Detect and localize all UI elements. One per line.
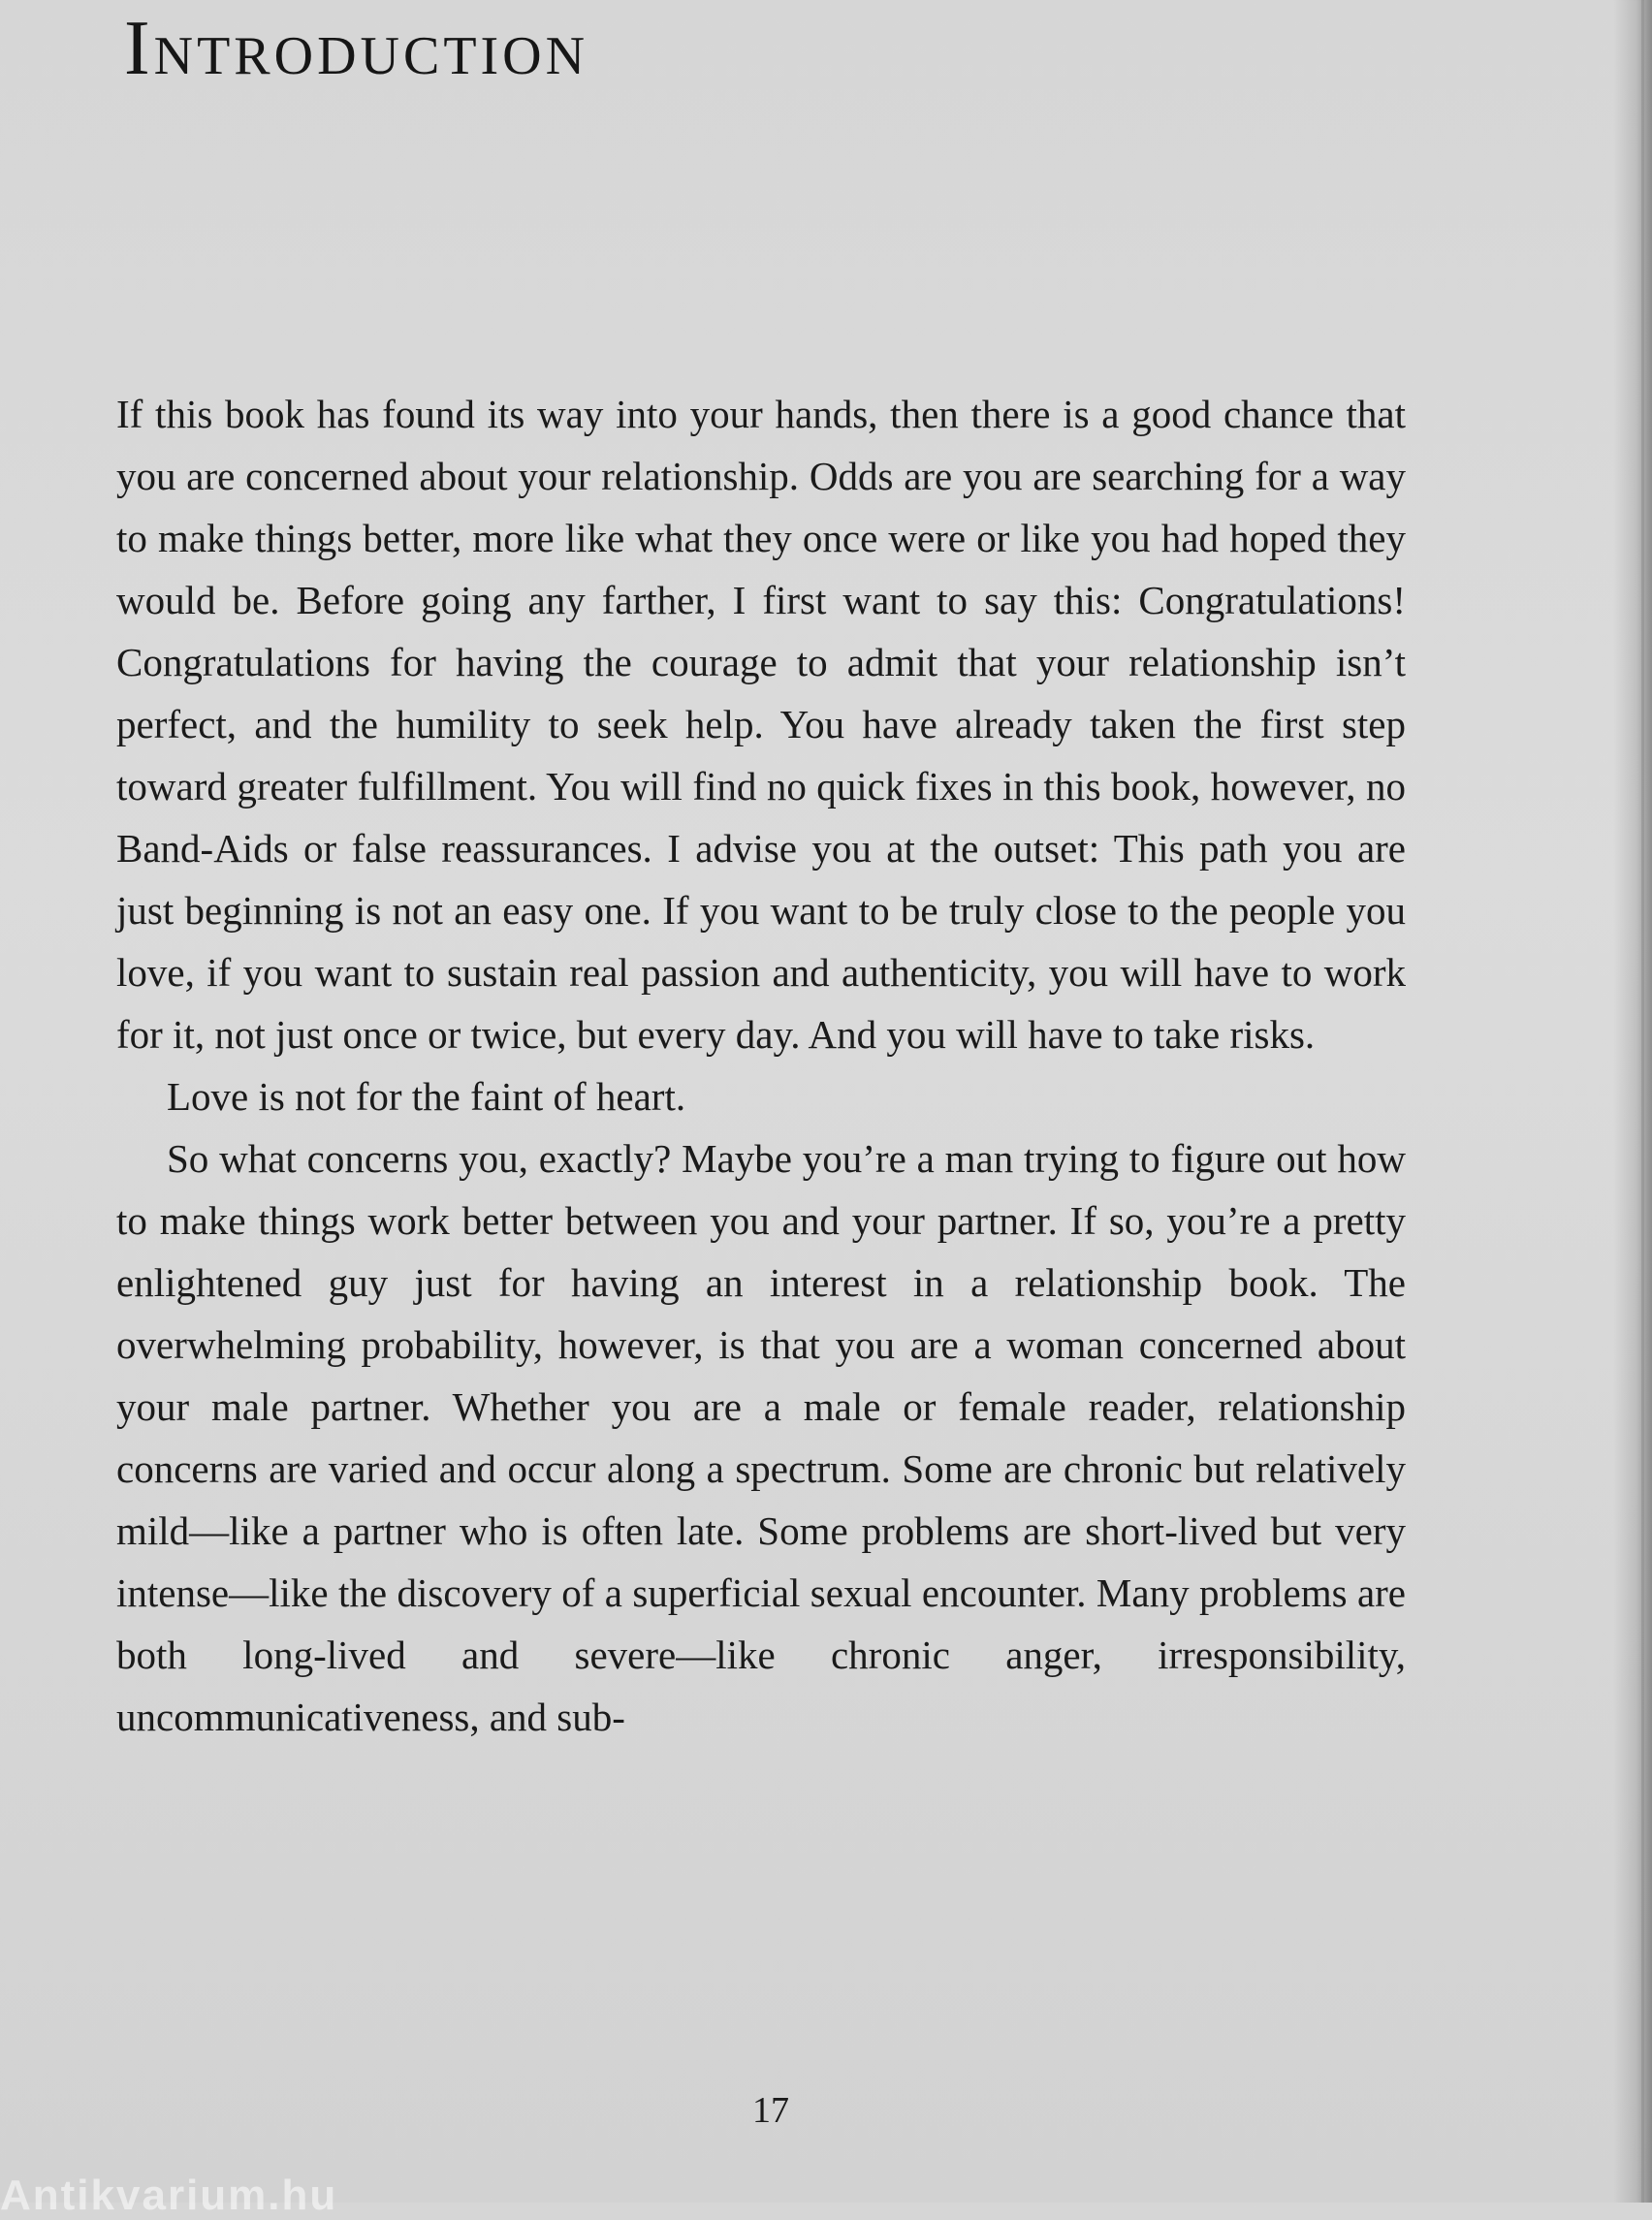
paragraph-3: So what concerns you, exactly? Maybe you’re a man trying to figure out how to make things work better between you and your partner. If so, you’re a pretty enlightened guy just for having an interest in a relationship book. The overwhelming probability, however, is that you are a woman concerned about your male partner. Whether you are a male or female reader, relationship concerns are varied and occur along a spectrum. Some are chronic but relatively mild—like a partner who is often late. Some problems are short-lived but very intense—like the discovery of a superficial sexual encounter. Many problems are both long-lived and severe—like chronic anger, irresponsibility, uncommunicativeness, and sub- <box>116 1136 1406 1739</box>
paragraph-1: If this book has found its way into your hands, then there is a good chance that you are concerned about your relationship. Odds are you are searching for a way to make things better, more like what they once were or like you had hoped they would be. Before going any farther, I first want to say this: Congratulations! Congratulations for having the courage to admit that your relationship isn’t perfect, and the humility to seek help. You have already taken the first step toward greater fulfillment. You will find no quick fixes in this book, however, no Band-Aids or false reassurances. I advise you at the outset: This path you are just beginning is not an easy one. If you want to be truly close to the people you love, if you want to sustain real passion and authenticity, you will have to work for it, not just once or twice, but every day. And you will have to take risks. <box>116 392 1406 1057</box>
watermark: Antikvarium.hu <box>0 2172 338 2219</box>
paragraph-2: Love is not for the faint of heart. <box>167 1074 686 1119</box>
chapter-title: Introduction <box>124 6 589 91</box>
body-text <box>116 383 1406 1748</box>
page-gutter-shadow <box>1613 0 1652 2203</box>
page-number: 17 <box>752 2090 789 2131</box>
page-edge <box>1641 0 1644 2203</box>
